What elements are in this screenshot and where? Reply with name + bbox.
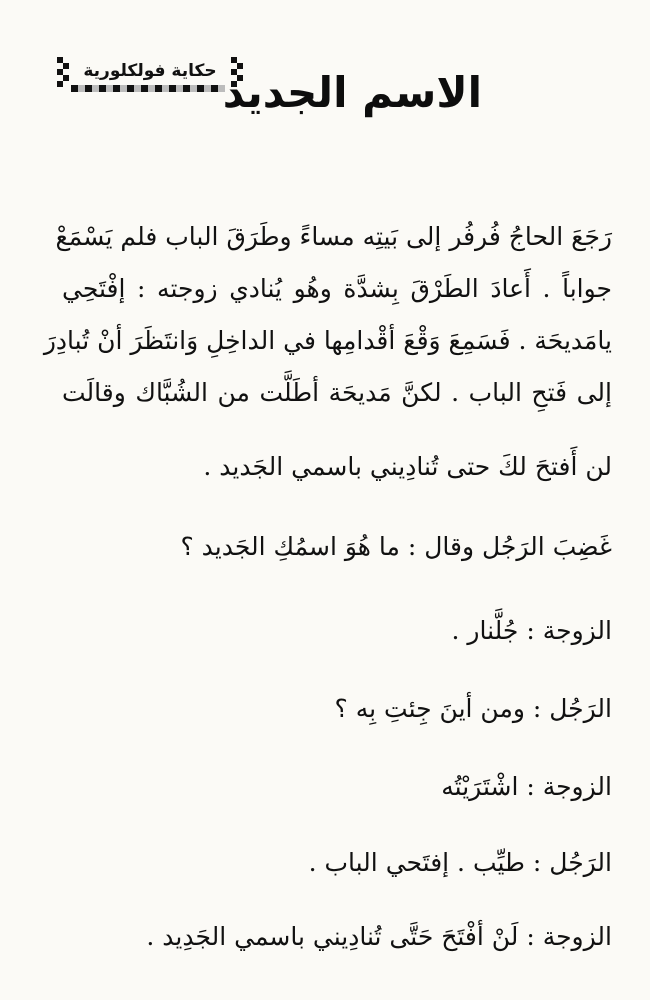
paragraph-line: إلى فَتحِ الباب . لكنَّ مَديحَة أطَلَّت من الشُبَّاك وقالَت [62,378,612,407]
dialogue-line: الزوجة : اشْتَرَيْتُه [441,772,612,801]
story-title: الاسم الجديد [222,68,482,117]
paragraph-line: جواباً . أَعادَ الطَرْقَ بِشدَّة وهُو يُنادي زوجته : إفْتَحِي [62,274,612,303]
paragraph-line-last: لن أَفتحَ لكَ حتى تُنادِيني باسمي الجَديد . [203,452,612,481]
folklore-tale-label: حكاية فولكلورية [83,61,217,81]
dialogue-line: الزوجة : جُلَّنار . [451,616,612,645]
folklore-tale-banner [55,55,245,97]
dialogue-line: الرَجُل : طيِّب . إفتَحي الباب . [308,848,612,877]
dialogue-line: الزوجة : لَنْ أفْتَحَ حَتَّى تُنادِيني باسمي الجَدِيد . [146,922,612,951]
paragraph-line: رَجَعَ الحاجُ فُرفُر إلى بَيتِه مساءً وطَرَقَ الباب فلم يَسْمَعْ [55,222,612,251]
paragraph-line: يامَديحَة . فَسَمِعَ وَقْعَ أقْدامِها في الداخِلِ وَانتَظَرَ أنْ تُبادِرَ [43,326,612,355]
dialogue-line: الرَجُل : ومن أينَ جِئتِ بِه ؟ [334,694,612,723]
dialogue-line: غَضِبَ الرَجُل وقال : ما هُوَ اسمُكِ الجَديد ؟ [180,532,612,561]
